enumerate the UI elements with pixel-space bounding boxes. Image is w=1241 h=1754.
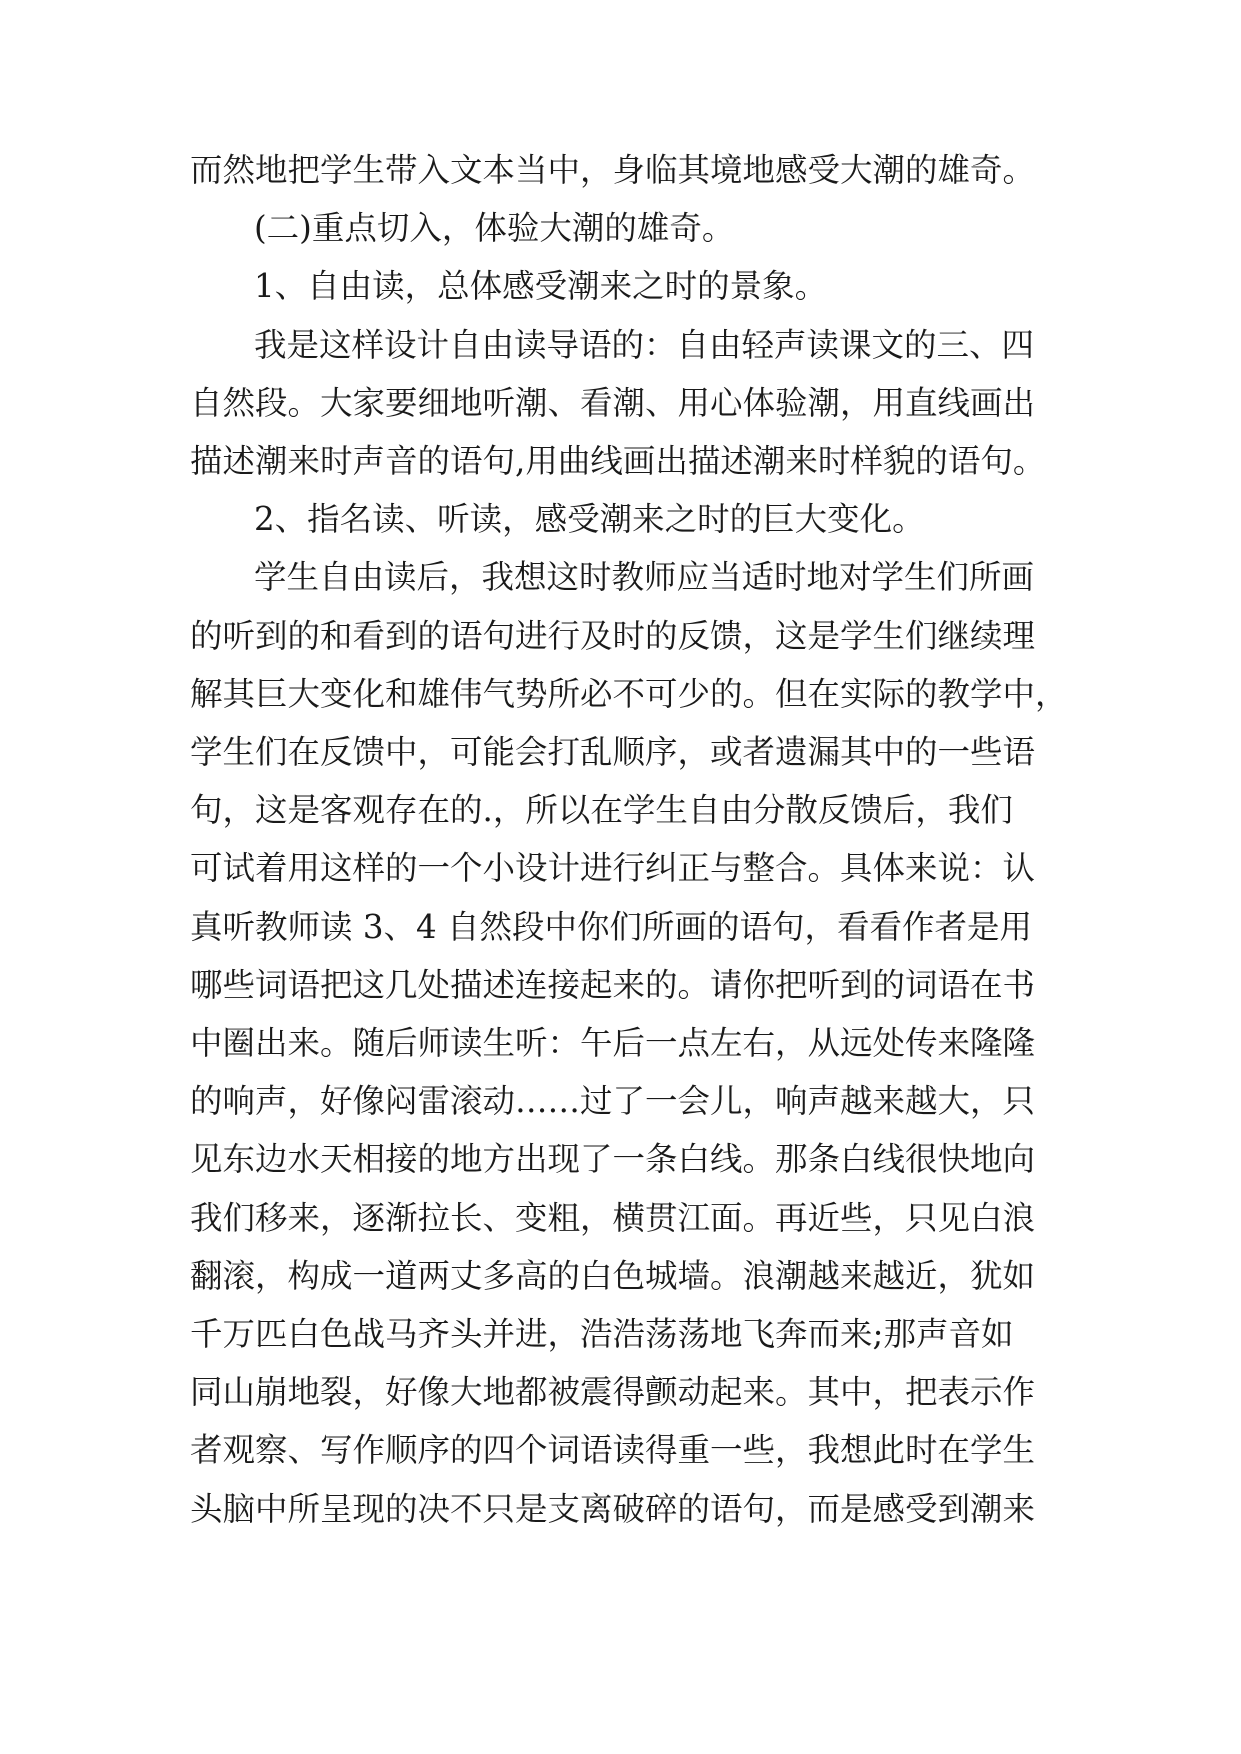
- text-line: 学生们在反馈中，可能会打乱顺序，或者遗漏其中的一些语: [190, 733, 1036, 771]
- text-line: 解其巨大变化和雄伟气势所必不可少的。但在实际的教学中，: [190, 674, 1068, 713]
- text-line: 的听到的和看到的语句进行及时的反馈，这是学生们继续理: [190, 616, 1036, 655]
- text-line: 2、指名读、听读，感受潮来之时的巨大变化。: [254, 500, 925, 539]
- text-line: 千万匹白色战马齐头并进，浩浩荡荡地飞奔而来;那声音如: [190, 1315, 1014, 1353]
- text-line: 我们移来，逐渐拉长、变粗，横贯江面。再近些，只见白浪: [190, 1198, 1036, 1237]
- text-line: 句，这是客观存在的.，所以在学生自由分散反馈后，我们: [190, 791, 1013, 830]
- text-line: 学生自由读后，我想这时教师应当适时地对学生们所画: [254, 558, 1035, 597]
- text-line: 我是这样设计自由读导语的：自由轻声读课文的三、四: [254, 325, 1035, 364]
- text-line: 头脑中所呈现的决不只是支离破碎的语句，而是感受到潮来: [190, 1489, 1036, 1528]
- text-line: 翻滚，构成一道两丈多高的白色城墙。浪潮越来越近，犹如: [190, 1256, 1036, 1295]
- text-line: 可试着用这样的一个小设计进行纠正与整合。具体来说：认: [190, 849, 1036, 888]
- text-line: 真听教师读 3、4 自然段中你们所画的语句，看看作者是用: [190, 907, 1033, 946]
- text-line: 见东边水天相接的地方出现了一条白线。那条白线很快地向: [190, 1140, 1036, 1179]
- text-line: 的响声，好像闷雷滚动……过了一会儿，响声越来越大，只: [190, 1082, 1036, 1121]
- text-line: 自然段。大家要细地听潮、看潮、用心体验潮，用直线画出: [190, 383, 1036, 422]
- text-line: 者观察、写作顺序的四个词语读得重一些，我想此时在学生: [190, 1431, 1036, 1470]
- text-line: 而然地把学生带入文本当中，身临其境地感受大潮的雄奇。: [190, 151, 1036, 189]
- text-line: 同山崩地裂，好像大地都被震得颤动起来。其中，把表示作: [190, 1373, 1036, 1412]
- text-line: (二)重点切入，体验大潮的雄奇。: [254, 209, 735, 248]
- text-line: 哪些词语把这几处描述连接起来的。请你把听到的词语在书: [190, 965, 1036, 1004]
- text-line: 1、自由读，总体感受潮来之时的景象。: [254, 267, 828, 306]
- text-line: 中圈出来。随后师读生听：午后一点左右，从远处传来隆隆: [190, 1024, 1036, 1062]
- text-line: 描述潮来时声音的语句,用曲线画出描述潮来时样貌的语句。: [190, 442, 1046, 480]
